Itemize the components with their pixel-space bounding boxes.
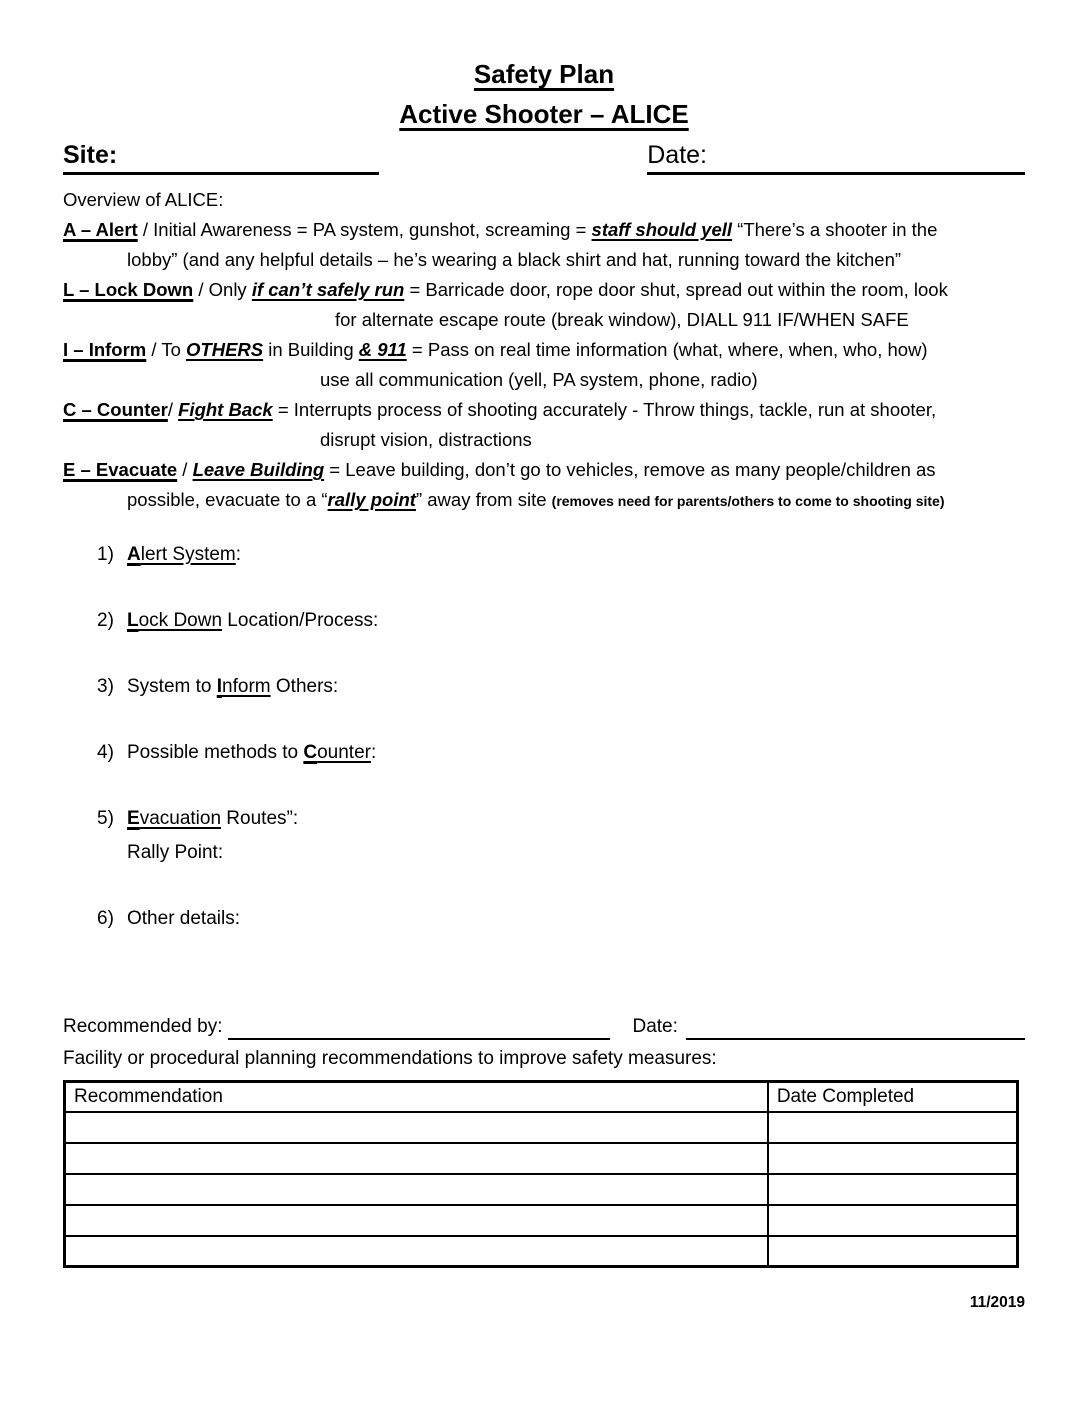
item-4-number: 4) [97, 742, 114, 763]
recommendations-table [63, 1080, 1019, 1268]
site-date-row [63, 141, 1025, 175]
alice-section-alert-line1: A – Alert / Initial Awareness = PA system, gunshot, screaming = staff should yell “There’s a shooter in the [63, 219, 938, 240]
date-completed-cell[interactable] [768, 1143, 1018, 1174]
table-row [65, 1112, 1018, 1143]
item-5-line1: Evacuation Routes”: [127, 808, 299, 829]
numbered-item-6 [97, 904, 1025, 934]
site-field-group [63, 141, 379, 175]
alice-section-lockdown-line2: for alternate escape route (break window), DIALL 911 IF/WHEN SAFE [335, 309, 909, 330]
recommended-by-fill-line[interactable] [228, 1018, 610, 1040]
doc-title [63, 58, 1025, 91]
item-1-number: 1) [97, 544, 114, 565]
facility-heading: Facility or procedural planning recommendations to improve safety measures: [63, 1048, 717, 1069]
rally-point-line: Rally Point: [127, 842, 224, 863]
date-label: Date: [647, 141, 707, 169]
header-cell-date-completed: Date Completed [768, 1082, 1018, 1112]
item-1-text: Alert System: [127, 544, 242, 565]
recommendation-cell[interactable] [65, 1112, 768, 1143]
table-row [65, 1236, 1018, 1267]
table-row [65, 1143, 1018, 1174]
overview-heading: Overview of ALICE: [63, 189, 224, 210]
table-row [65, 1174, 1018, 1205]
item-4-text: Possible methods to Counter: [127, 742, 377, 763]
numbered-item-1 [97, 540, 1025, 570]
revision-date: 11/2019 [969, 1294, 1025, 1311]
item-2-number: 2) [97, 610, 114, 631]
alice-section-evacuate-line1: E – Evacuate / Leave Building = Leave building, don’t go to vehicles, remove as many people/children as [63, 459, 936, 480]
item-5-number: 5) [97, 808, 114, 829]
item-2-text: Lock Down Location/Process: [127, 610, 379, 631]
table-header-row [65, 1082, 1018, 1112]
numbered-item-4 [97, 738, 1025, 768]
signoff-date-label: Date: [632, 1016, 678, 1037]
site-fill-line[interactable] [117, 169, 379, 170]
numbered-question-list [97, 540, 1025, 934]
numbered-item-3 [97, 672, 1025, 702]
doc-title-text: Safety Plan [473, 59, 615, 89]
recommendation-cell[interactable] [65, 1236, 768, 1267]
table-row [65, 1205, 1018, 1236]
recommended-by-label: Recommended by: [63, 1016, 223, 1037]
recommendation-cell[interactable] [65, 1143, 768, 1174]
alice-section-counter-line1: C – Counter/ Fight Back = Interrupts process of shooting accurately - Throw things, tackle, run at shooter, [63, 399, 937, 420]
alice-section-alert-line2: lobby” (and any helpful details – he’s wearing a black shirt and hat, running toward the kitchen” [127, 249, 902, 270]
doc-subtitle-text: Active Shooter – ALICE [399, 99, 689, 129]
alice-section-lockdown-line1: L – Lock Down / Only if can’t safely run = Barricade door, rope door shut, spread out within the room, look [63, 279, 948, 300]
recommendation-cell[interactable] [65, 1174, 768, 1205]
date-completed-cell[interactable] [768, 1112, 1018, 1143]
numbered-item-5 [97, 804, 1025, 868]
recommendation-cell[interactable] [65, 1205, 768, 1236]
site-label: Site: [63, 141, 118, 169]
date-completed-cell[interactable] [768, 1174, 1018, 1205]
item-3-text: System to Inform Others: [127, 676, 339, 697]
date-completed-cell[interactable] [768, 1236, 1018, 1267]
doc-subtitle [63, 98, 1025, 131]
date-field-group [647, 141, 1025, 175]
date-fill-line[interactable] [707, 169, 1025, 170]
item-6-number: 6) [97, 908, 114, 929]
alice-section-inform-line1: I – Inform / To OTHERS in Building & 911 = Pass on real time information (what, where, when, who, how) [63, 339, 928, 360]
signoff-date-fill-line[interactable] [686, 1018, 1025, 1040]
alice-section-evacuate-line2: possible, evacuate to a “rally point” away from site (removes need for parents/others to come to shooting site) [127, 489, 945, 510]
header-cell-recommendation: Recommendation [65, 1082, 768, 1112]
alice-section-counter-line2: disrupt vision, distractions [320, 429, 532, 450]
signoff-row [63, 1014, 1025, 1040]
item-3-number: 3) [97, 676, 114, 697]
item-5-text [127, 804, 298, 868]
item-6-text: Other details: [127, 908, 240, 929]
alice-section-inform-line2: use all communication (yell, PA system, phone, radio) [320, 369, 758, 390]
numbered-item-2 [97, 606, 1025, 636]
date-completed-cell[interactable] [768, 1205, 1018, 1236]
